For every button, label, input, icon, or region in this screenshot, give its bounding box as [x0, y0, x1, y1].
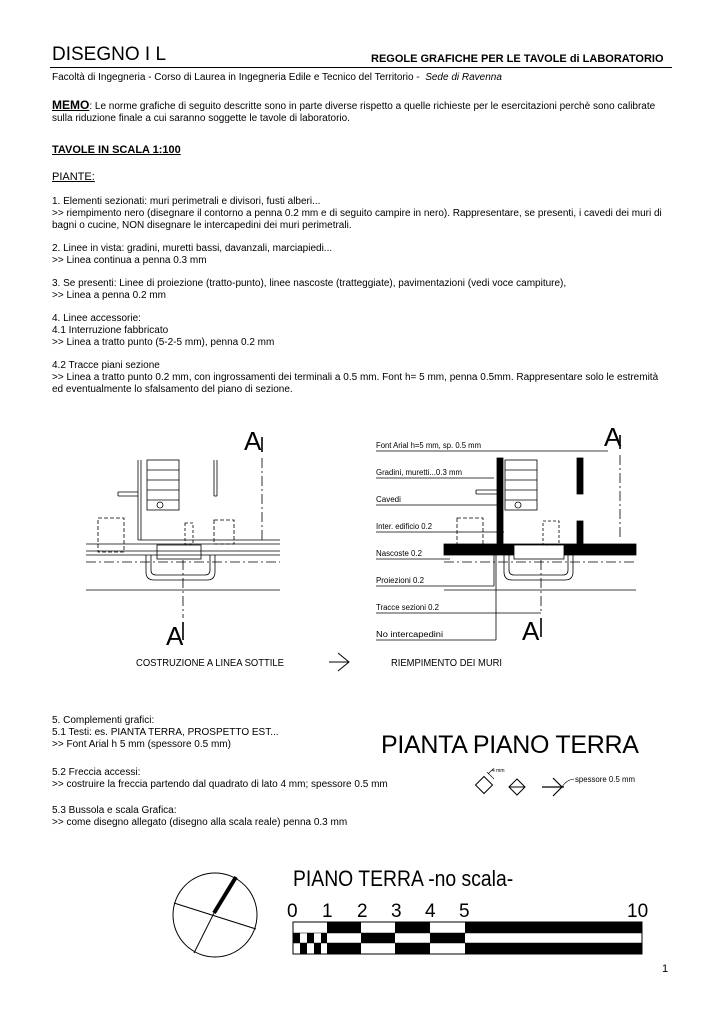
complements-5-1: 5.1 Testi: es. PIANTA TERRA, PROSPETTO EST...	[52, 727, 279, 738]
seat-text: Sede di Ravenna	[425, 72, 502, 83]
piante-title: PIANTE:	[52, 171, 95, 183]
section-letter-bottom-right: A	[522, 616, 540, 646]
rule-1-title: 1. Elementi sezionati: muri perimetrali e divisori, fusti alberi...	[52, 196, 321, 207]
scale-tick-4: 4	[425, 901, 436, 922]
caption-left: COSTRUZIONE A LINEA SOTTILE	[136, 658, 285, 669]
scale-tick-1: 1	[322, 901, 333, 922]
scale-title: PIANO TERRA -no scala-	[293, 866, 514, 891]
document-title: DISEGNO I L	[52, 44, 167, 65]
section-title: TAVOLE IN SCALA 1:100	[52, 144, 181, 156]
rule-3-body: >> Linea a penna 0.2 mm	[52, 290, 166, 301]
rule-2-title: 2. Linee in vista: gradini, muretti bassi, davanzali, marciapiedi...	[52, 243, 333, 254]
right-plan	[376, 422, 636, 646]
caption-right: RIEMPIMENTO DEI MURI	[391, 658, 502, 669]
scale-ticks	[287, 901, 648, 922]
scale-tick-10: 10	[627, 901, 649, 922]
memo-text: : Le norme grafiche di seguito descritte sono in parte diverse rispetto a quelle richieste per le esercitazioni perchè sono calibrate sulla riduzione finale a cui saranno soggette le tavole di laboratorio.	[52, 101, 656, 124]
rule-3-title: 3. Se presenti: Linee di proiezione (tratto-punto), linee nascoste (tratteggiate), pavimentazioni (vedi voce campiture),	[52, 278, 567, 289]
label-section-traces: Tracce sezioni 0.2	[376, 603, 440, 612]
arrow-thickness-label: spessore 0.5 mm	[575, 775, 636, 784]
left-plan	[86, 426, 280, 651]
memo-label: MEMO	[52, 98, 90, 112]
scale-tick-0: 0	[287, 901, 298, 922]
complements-title: 5. Complementi grafici:	[52, 715, 155, 726]
label-projections: Proiezioni 0.2	[376, 576, 425, 585]
label-font: Font Arial h=5 mm, sp. 0.5 mm	[376, 441, 482, 450]
complements-5-3-body: >> come disegno allegato (disegno alla scala reale) penna 0.3 mm	[52, 817, 348, 828]
rule-4-1-body: >> Linea a tratto punto (5-2-5 mm), penna 0.2 mm	[52, 337, 275, 348]
rule-4-2-body: >> Linea a tratto punto 0.2 mm, con ingrossamenti dei terminali a 0.5 mm. Font h= 5 mm, penna 0.5mm. Rappresentare solo le estremità ed eventualmente lo sfalsamento del piano di sezione.	[52, 372, 659, 395]
label-steps: Gradini, muretti...0.3 mm	[376, 468, 463, 477]
section-letter-top-right: A	[604, 422, 622, 452]
scale-tick-3: 3	[391, 901, 402, 922]
scale-tick-2: 2	[357, 901, 368, 922]
right-plan-labels	[376, 441, 481, 639]
rule-4-1-title: 4.1 Interruzione fabbricato	[52, 325, 169, 336]
rule-4-title: 4. Linee accessorie:	[52, 313, 141, 324]
page-number: 1	[662, 963, 669, 975]
example-title: PIANTA PIANO TERRA	[381, 731, 639, 759]
label-no-cavity: No intercapedini	[376, 630, 444, 639]
label-building-break: Inter. edificio 0.2	[376, 522, 433, 531]
faculty-text: Facoltà di Ingegneria - Corso di Laurea in Ingegneria Edile e Tecnico del Territorio -	[52, 72, 420, 83]
complements-5-2-body: >> costruire la freccia partendo dal quadrato di lato 4 mm; spessore 0.5 mm	[52, 779, 388, 790]
scale-tick-5: 5	[459, 901, 470, 922]
label-shafts: Cavedi	[376, 495, 401, 504]
section-letter-top-left: A	[244, 426, 262, 456]
complements-5-2-block	[52, 767, 672, 791]
compass-icon	[173, 873, 257, 957]
graphic-scale	[287, 901, 648, 954]
rule-1-body: >> riempimento nero (disegnare il contorno a penna 0.2 mm e di seguito campire in nero). Rappresentare, se presenti, i cavedi dei muri di bagni o cucine, NON disegnare le intercapedini dei muri perimetrali.	[52, 208, 662, 231]
section-letter-bottom-left: A	[166, 621, 184, 651]
rule-2-body: >> Linea continua a penna 0.3 mm	[52, 255, 207, 266]
complements-5-3-block	[52, 805, 672, 829]
document-subtitle: REGOLE GRAFICHE PER LE TAVOLE di LABORATORIO	[371, 53, 664, 65]
arrow-dimension-label: 4 mm	[492, 768, 505, 774]
transform-arrow-icon	[329, 653, 349, 671]
complements-5-3: 5.3 Bussola e scala Grafica:	[52, 805, 177, 816]
label-hidden: Nascoste 0.2	[376, 549, 423, 558]
rule-4-2-title: 4.2 Tracce piani sezione	[52, 360, 160, 371]
complements-5-1-body: >> Font Arial h 5 mm (spessore 0.5 mm)	[52, 739, 231, 750]
complements-5-2: 5.2 Freccia accessi:	[52, 767, 141, 778]
